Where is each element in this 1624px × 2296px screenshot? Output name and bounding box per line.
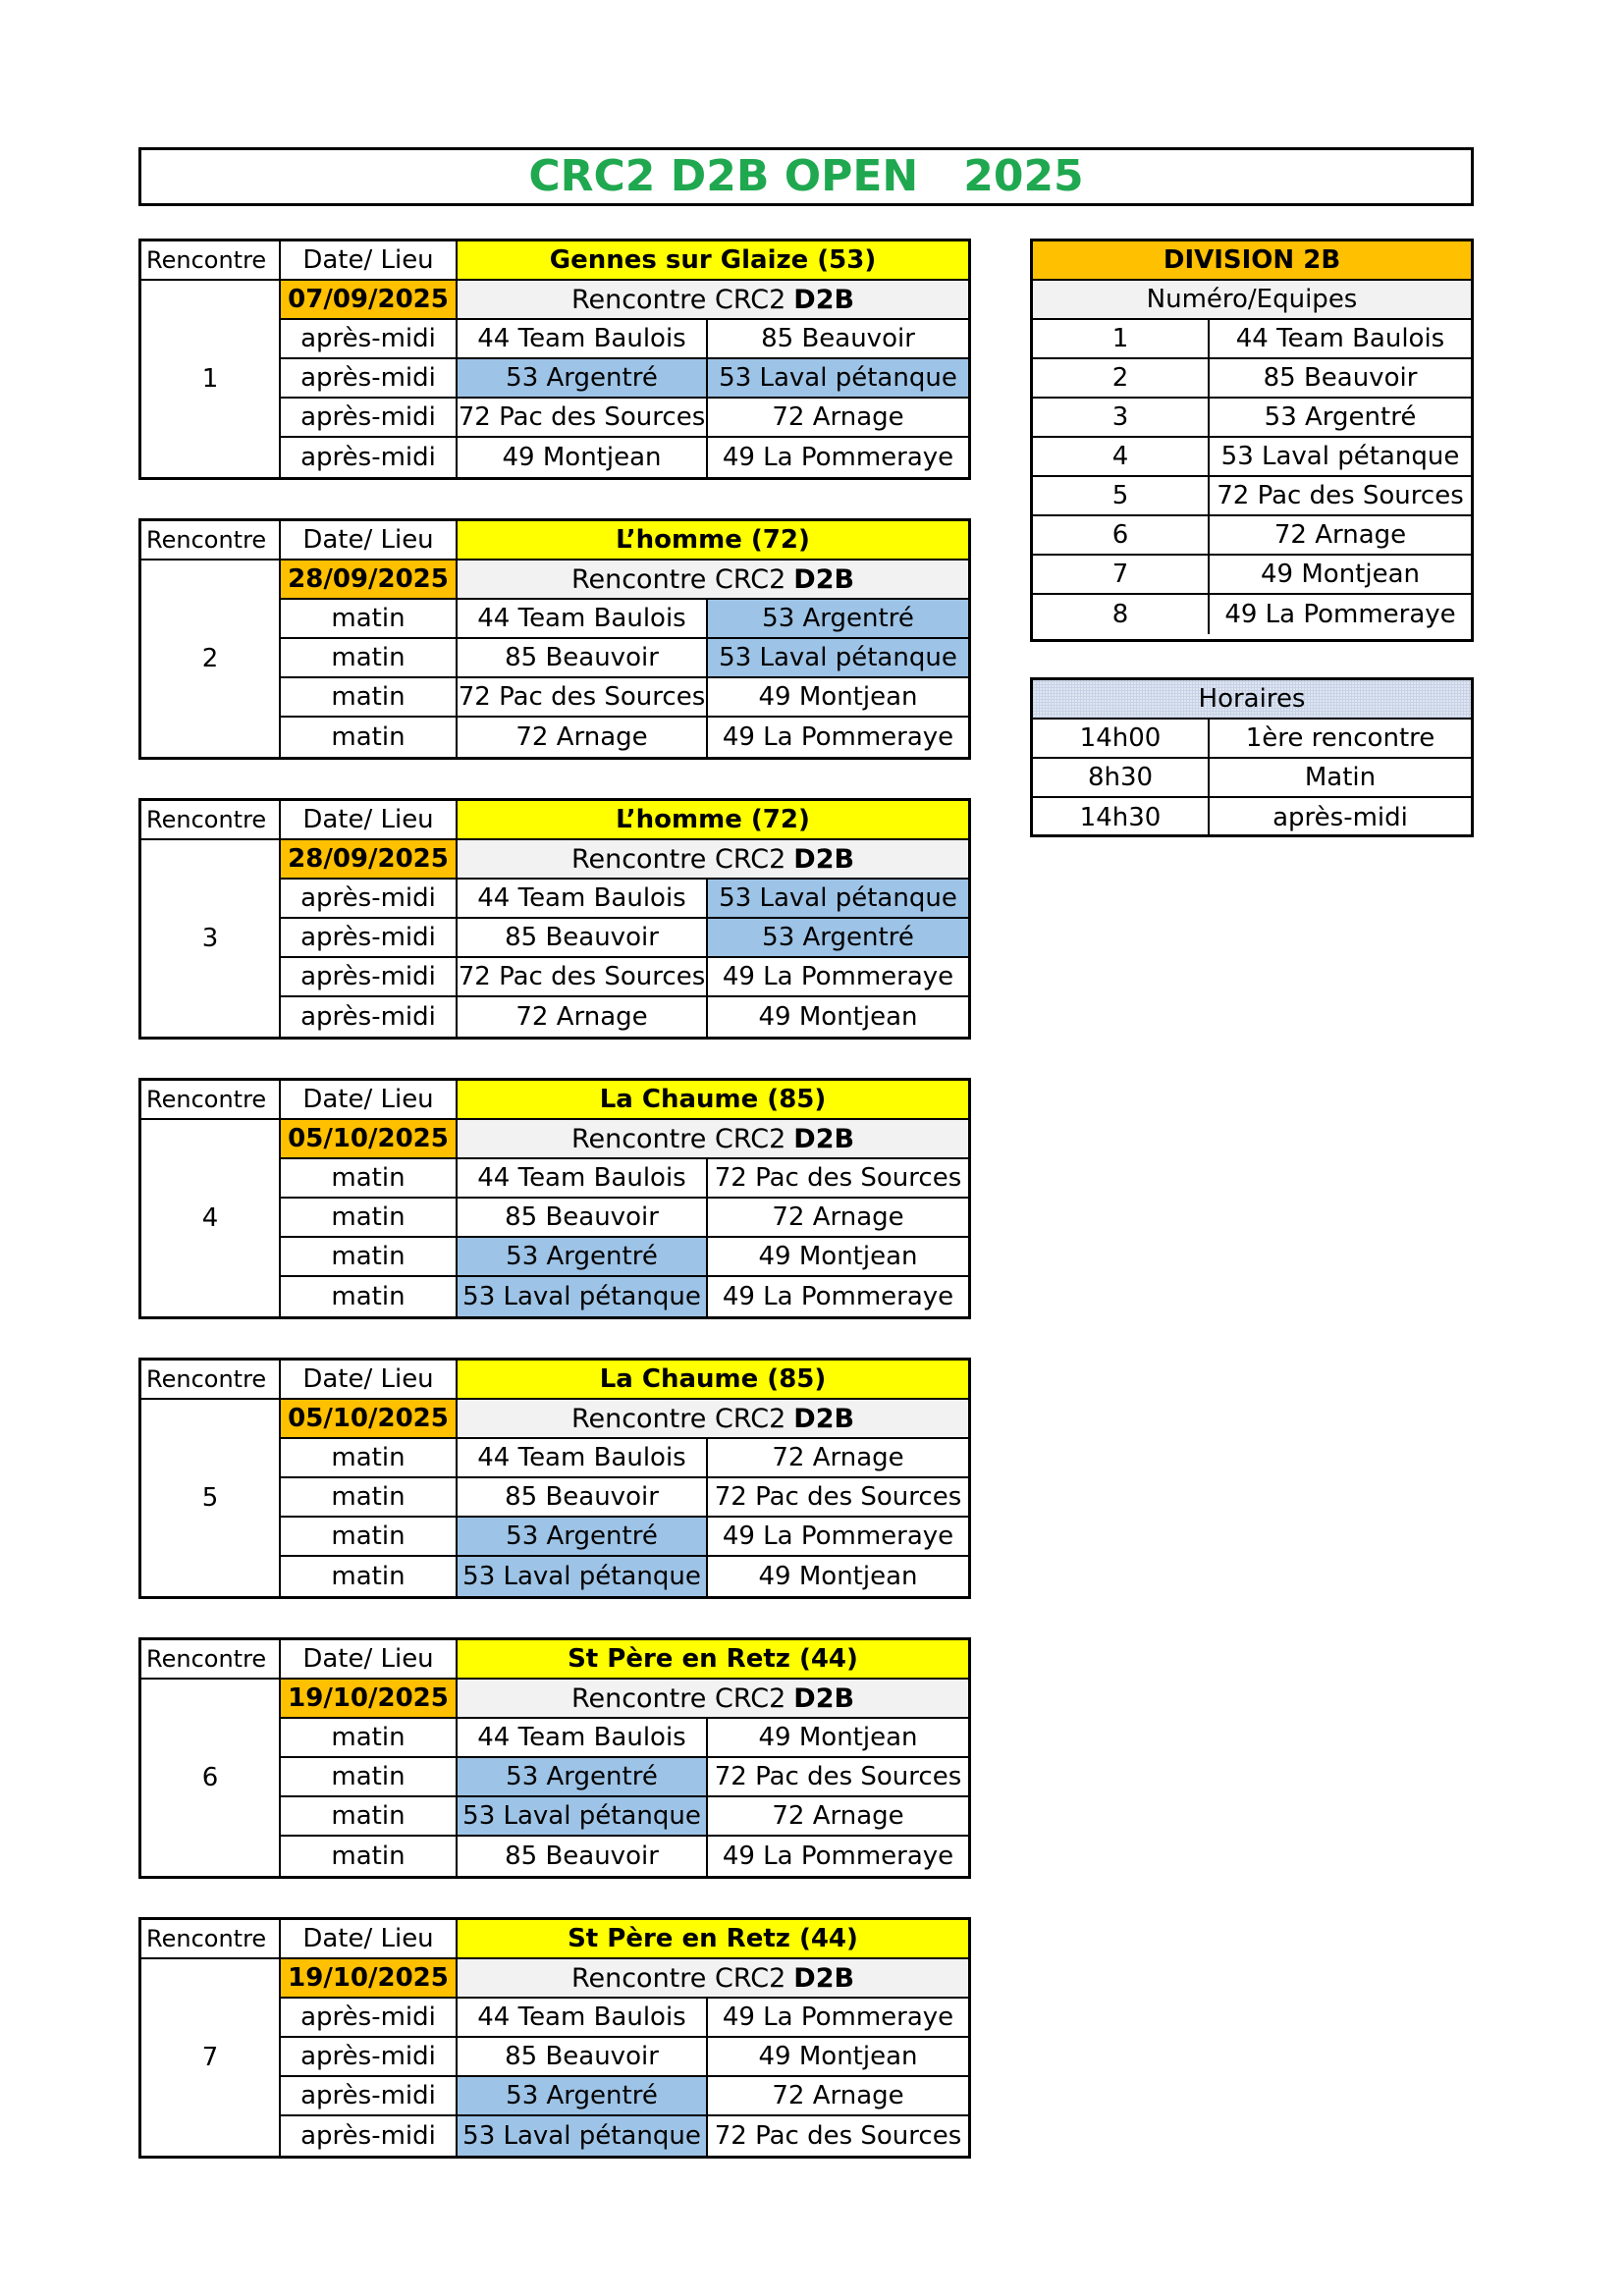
- team-home: 53 Argentré: [458, 359, 708, 399]
- team-away: 49 Montjean: [758, 1002, 918, 1032]
- match-date: 19/10/2025: [281, 1959, 458, 1999]
- rencontre-number: 3: [141, 840, 281, 1037]
- match-time: après-midi: [281, 438, 458, 477]
- team-home: 44 Team Baulois: [458, 1999, 708, 2038]
- team-away: 49 La Pommeraye: [722, 443, 954, 472]
- team-home: 44 Team Baulois: [458, 880, 708, 919]
- match-time: matin: [281, 639, 458, 678]
- match-date: 28/09/2025: [281, 561, 458, 600]
- venue: St Père en Retz (44): [458, 1920, 968, 1959]
- rencontre-number: 1: [141, 281, 281, 477]
- match-time: matin: [281, 718, 458, 757]
- rencontre-number: 5: [141, 1400, 281, 1596]
- division-team-number: 5: [1033, 477, 1210, 516]
- horaire-time: 14h00: [1033, 720, 1210, 759]
- division-team-number: 7: [1033, 556, 1210, 595]
- horaire-time: 8h30: [1033, 759, 1210, 798]
- team-home: 53 Laval pétanque: [458, 1557, 708, 1596]
- rencontre-title-suffix: D2B: [793, 563, 855, 595]
- division-team-name: 72 Arnage: [1210, 516, 1471, 556]
- team-away: 85 Beauvoir: [708, 320, 968, 359]
- schedule-block: [138, 1917, 971, 2159]
- team-home: 72 Pac des Sources: [458, 678, 708, 718]
- team-home: 85 Beauvoir: [458, 919, 708, 958]
- horaire-label: après-midi: [1272, 803, 1408, 832]
- division-table: [1030, 239, 1474, 642]
- team-home: 72 Pac des Sources: [458, 958, 708, 997]
- horaire-label: 1ère rencontre: [1210, 720, 1471, 759]
- match-date: 07/09/2025: [281, 281, 458, 320]
- rencontre-title-prefix: Rencontre CRC2: [570, 1682, 786, 1714]
- rencontre-title: [458, 1400, 968, 1439]
- rencontre-label: Rencontre: [141, 801, 281, 840]
- match-time: après-midi: [281, 2038, 458, 2077]
- team-away: 49 La Pommeraye: [722, 1842, 954, 1871]
- match-time: après-midi: [281, 958, 458, 997]
- venue: La Chaume (85): [458, 1361, 968, 1400]
- rencontre-title: [458, 561, 968, 600]
- division-team-number: 1: [1033, 320, 1210, 359]
- schedule-block: [138, 239, 971, 480]
- match-time: après-midi: [281, 919, 458, 958]
- division-team-name: 85 Beauvoir: [1210, 359, 1471, 399]
- division-title: DIVISION 2B: [1033, 241, 1471, 281]
- horaire-time: 14h30: [1033, 798, 1210, 837]
- team-away: 53 Laval pétanque: [708, 639, 968, 678]
- match-time: matin: [281, 1238, 458, 1277]
- team-away: 49 La Pommeraye: [708, 1518, 968, 1557]
- match-date: 19/10/2025: [281, 1680, 458, 1719]
- match-time: matin: [281, 678, 458, 718]
- team-home: 53 Laval pétanque: [458, 2116, 708, 2156]
- team-away: 53 Argentré: [708, 600, 968, 639]
- team-away: 49 Montjean: [758, 1562, 918, 1591]
- team-home: 85 Beauvoir: [458, 1837, 708, 1876]
- match-time: matin: [281, 1719, 458, 1758]
- horaires-table: [1030, 677, 1474, 837]
- team-away: 49 Montjean: [708, 678, 968, 718]
- division-team-name: 72 Pac des Sources: [1210, 477, 1471, 516]
- venue: St Père en Retz (44): [458, 1640, 968, 1680]
- division-team-number: 4: [1033, 438, 1210, 477]
- venue: Gennes sur Glaize (53): [458, 241, 968, 281]
- rencontre-title-prefix: Rencontre CRC2: [570, 284, 786, 315]
- team-home: 85 Beauvoir: [458, 639, 708, 678]
- horaire-label: Matin: [1210, 759, 1471, 798]
- match-date: 28/09/2025: [281, 840, 458, 880]
- rencontre-number: 7: [141, 1959, 281, 2156]
- rencontre-number: 6: [141, 1680, 281, 1876]
- team-away: 49 La Pommeraye: [722, 722, 954, 752]
- team-home: 85 Beauvoir: [458, 1478, 708, 1518]
- team-home: 85 Beauvoir: [458, 2038, 708, 2077]
- team-away: 72 Arnage: [708, 1797, 968, 1837]
- team-away: 53 Laval pétanque: [708, 359, 968, 399]
- schedule-block: [138, 1358, 971, 1599]
- date-lieu-header: Date/ Lieu: [281, 1361, 458, 1400]
- rencontre-label: Rencontre: [141, 241, 281, 281]
- rencontre-title: [458, 1680, 968, 1719]
- division-team-name: 53 Laval pétanque: [1210, 438, 1471, 477]
- date-lieu-header: Date/ Lieu: [281, 1640, 458, 1680]
- rencontre-title-prefix: Rencontre CRC2: [570, 1123, 786, 1154]
- match-time: matin: [281, 1797, 458, 1837]
- division-subtitle: Numéro/Equipes: [1033, 281, 1471, 320]
- rencontre-title-prefix: Rencontre CRC2: [570, 843, 786, 875]
- team-away: 72 Pac des Sources: [714, 2121, 962, 2151]
- division-team-name: 53 Argentré: [1210, 399, 1471, 438]
- team-away: 72 Arnage: [708, 1439, 968, 1478]
- team-away: 72 Arnage: [708, 399, 968, 438]
- rencontre-title-suffix: D2B: [793, 1962, 855, 1994]
- team-away: 72 Pac des Sources: [708, 1758, 968, 1797]
- match-time: matin: [281, 1277, 458, 1316]
- team-away: 72 Pac des Sources: [708, 1478, 968, 1518]
- match-time: après-midi: [281, 320, 458, 359]
- match-time: matin: [281, 1557, 458, 1596]
- schedule-block: [138, 518, 971, 760]
- rencontre-title: [458, 1120, 968, 1159]
- schedule-block: [138, 798, 971, 1040]
- division-team-number: 8: [1033, 595, 1210, 634]
- venue: L’homme (72): [458, 801, 968, 840]
- team-away: 53 Argentré: [708, 919, 968, 958]
- team-home: 44 Team Baulois: [458, 1719, 708, 1758]
- match-time: après-midi: [281, 2077, 458, 2116]
- team-away: 72 Arnage: [708, 2077, 968, 2116]
- rencontre-title: [458, 281, 968, 320]
- team-home: 44 Team Baulois: [458, 600, 708, 639]
- team-home: 44 Team Baulois: [458, 320, 708, 359]
- match-time: matin: [281, 1439, 458, 1478]
- team-away: 49 La Pommeraye: [708, 958, 968, 997]
- date-lieu-header: Date/ Lieu: [281, 1920, 458, 1959]
- division-team-number: 2: [1033, 359, 1210, 399]
- rencontre-title-suffix: D2B: [793, 1403, 855, 1434]
- division-team-number: 3: [1033, 399, 1210, 438]
- rencontre-title-prefix: Rencontre CRC2: [570, 1962, 786, 1994]
- date-lieu-header: Date/ Lieu: [281, 801, 458, 840]
- match-time: matin: [281, 1518, 458, 1557]
- match-time: matin: [281, 1159, 458, 1199]
- date-lieu-header: Date/ Lieu: [281, 521, 458, 561]
- team-home: 85 Beauvoir: [458, 1199, 708, 1238]
- team-home: 49 Montjean: [458, 438, 708, 477]
- rencontre-label: Rencontre: [141, 1920, 281, 1959]
- horaires-title: Horaires: [1033, 680, 1471, 720]
- team-away: 72 Arnage: [708, 1199, 968, 1238]
- team-away: 72 Pac des Sources: [708, 1159, 968, 1199]
- match-date: 05/10/2025: [281, 1120, 458, 1159]
- rencontre-number: 2: [141, 561, 281, 757]
- rencontre-title-suffix: D2B: [793, 284, 855, 315]
- team-away: 49 Montjean: [708, 1238, 968, 1277]
- team-home: 44 Team Baulois: [458, 1159, 708, 1199]
- venue: L’homme (72): [458, 521, 968, 561]
- match-time: après-midi: [281, 359, 458, 399]
- team-home: 53 Argentré: [458, 1238, 708, 1277]
- rencontre-title: [458, 840, 968, 880]
- date-lieu-header: Date/ Lieu: [281, 241, 458, 281]
- match-time: après-midi: [281, 997, 458, 1037]
- match-time: matin: [281, 600, 458, 639]
- rencontre-label: Rencontre: [141, 521, 281, 561]
- rencontre-title-suffix: D2B: [793, 843, 855, 875]
- match-time: matin: [281, 1199, 458, 1238]
- rencontre-title: [458, 1959, 968, 1999]
- schedule-block: [138, 1078, 971, 1319]
- team-away: 49 Montjean: [708, 1719, 968, 1758]
- rencontre-label: Rencontre: [141, 1081, 281, 1120]
- team-home: 72 Pac des Sources: [458, 399, 708, 438]
- rencontre-title-suffix: D2B: [793, 1682, 855, 1714]
- division-team-number: 6: [1033, 516, 1210, 556]
- team-away: 49 Montjean: [708, 2038, 968, 2077]
- match-time: matin: [281, 1837, 458, 1876]
- rencontre-title-suffix: D2B: [793, 1123, 855, 1154]
- date-lieu-header: Date/ Lieu: [281, 1081, 458, 1120]
- match-time: après-midi: [281, 2116, 458, 2156]
- division-team-name: 49 Montjean: [1210, 556, 1471, 595]
- rencontre-title-prefix: Rencontre CRC2: [570, 1403, 786, 1434]
- division-team-name: 44 Team Baulois: [1210, 320, 1471, 359]
- match-date: 05/10/2025: [281, 1400, 458, 1439]
- team-home: 72 Arnage: [458, 718, 708, 757]
- page-title: CRC2 D2B OPEN 2025: [138, 147, 1474, 206]
- team-home: 44 Team Baulois: [458, 1439, 708, 1478]
- team-away: 49 La Pommeraye: [708, 1999, 968, 2038]
- match-time: matin: [281, 1758, 458, 1797]
- team-home: 53 Argentré: [458, 1758, 708, 1797]
- team-home: 53 Laval pétanque: [458, 1797, 708, 1837]
- team-away: 53 Laval pétanque: [708, 880, 968, 919]
- match-time: après-midi: [281, 399, 458, 438]
- rencontre-label: Rencontre: [141, 1361, 281, 1400]
- team-home: 53 Laval pétanque: [458, 1277, 708, 1316]
- team-away: 49 La Pommeraye: [722, 1282, 954, 1311]
- rencontre-number: 4: [141, 1120, 281, 1316]
- match-time: matin: [281, 1478, 458, 1518]
- schedule-block: [138, 1637, 971, 1879]
- team-home: 72 Arnage: [458, 997, 708, 1037]
- venue: La Chaume (85): [458, 1081, 968, 1120]
- division-team-name: 49 La Pommeraye: [1224, 600, 1456, 629]
- rencontre-label: Rencontre: [141, 1640, 281, 1680]
- rencontre-title-prefix: Rencontre CRC2: [570, 563, 786, 595]
- match-time: après-midi: [281, 880, 458, 919]
- team-home: 53 Argentré: [458, 1518, 708, 1557]
- team-home: 53 Argentré: [458, 2077, 708, 2116]
- match-time: après-midi: [281, 1999, 458, 2038]
